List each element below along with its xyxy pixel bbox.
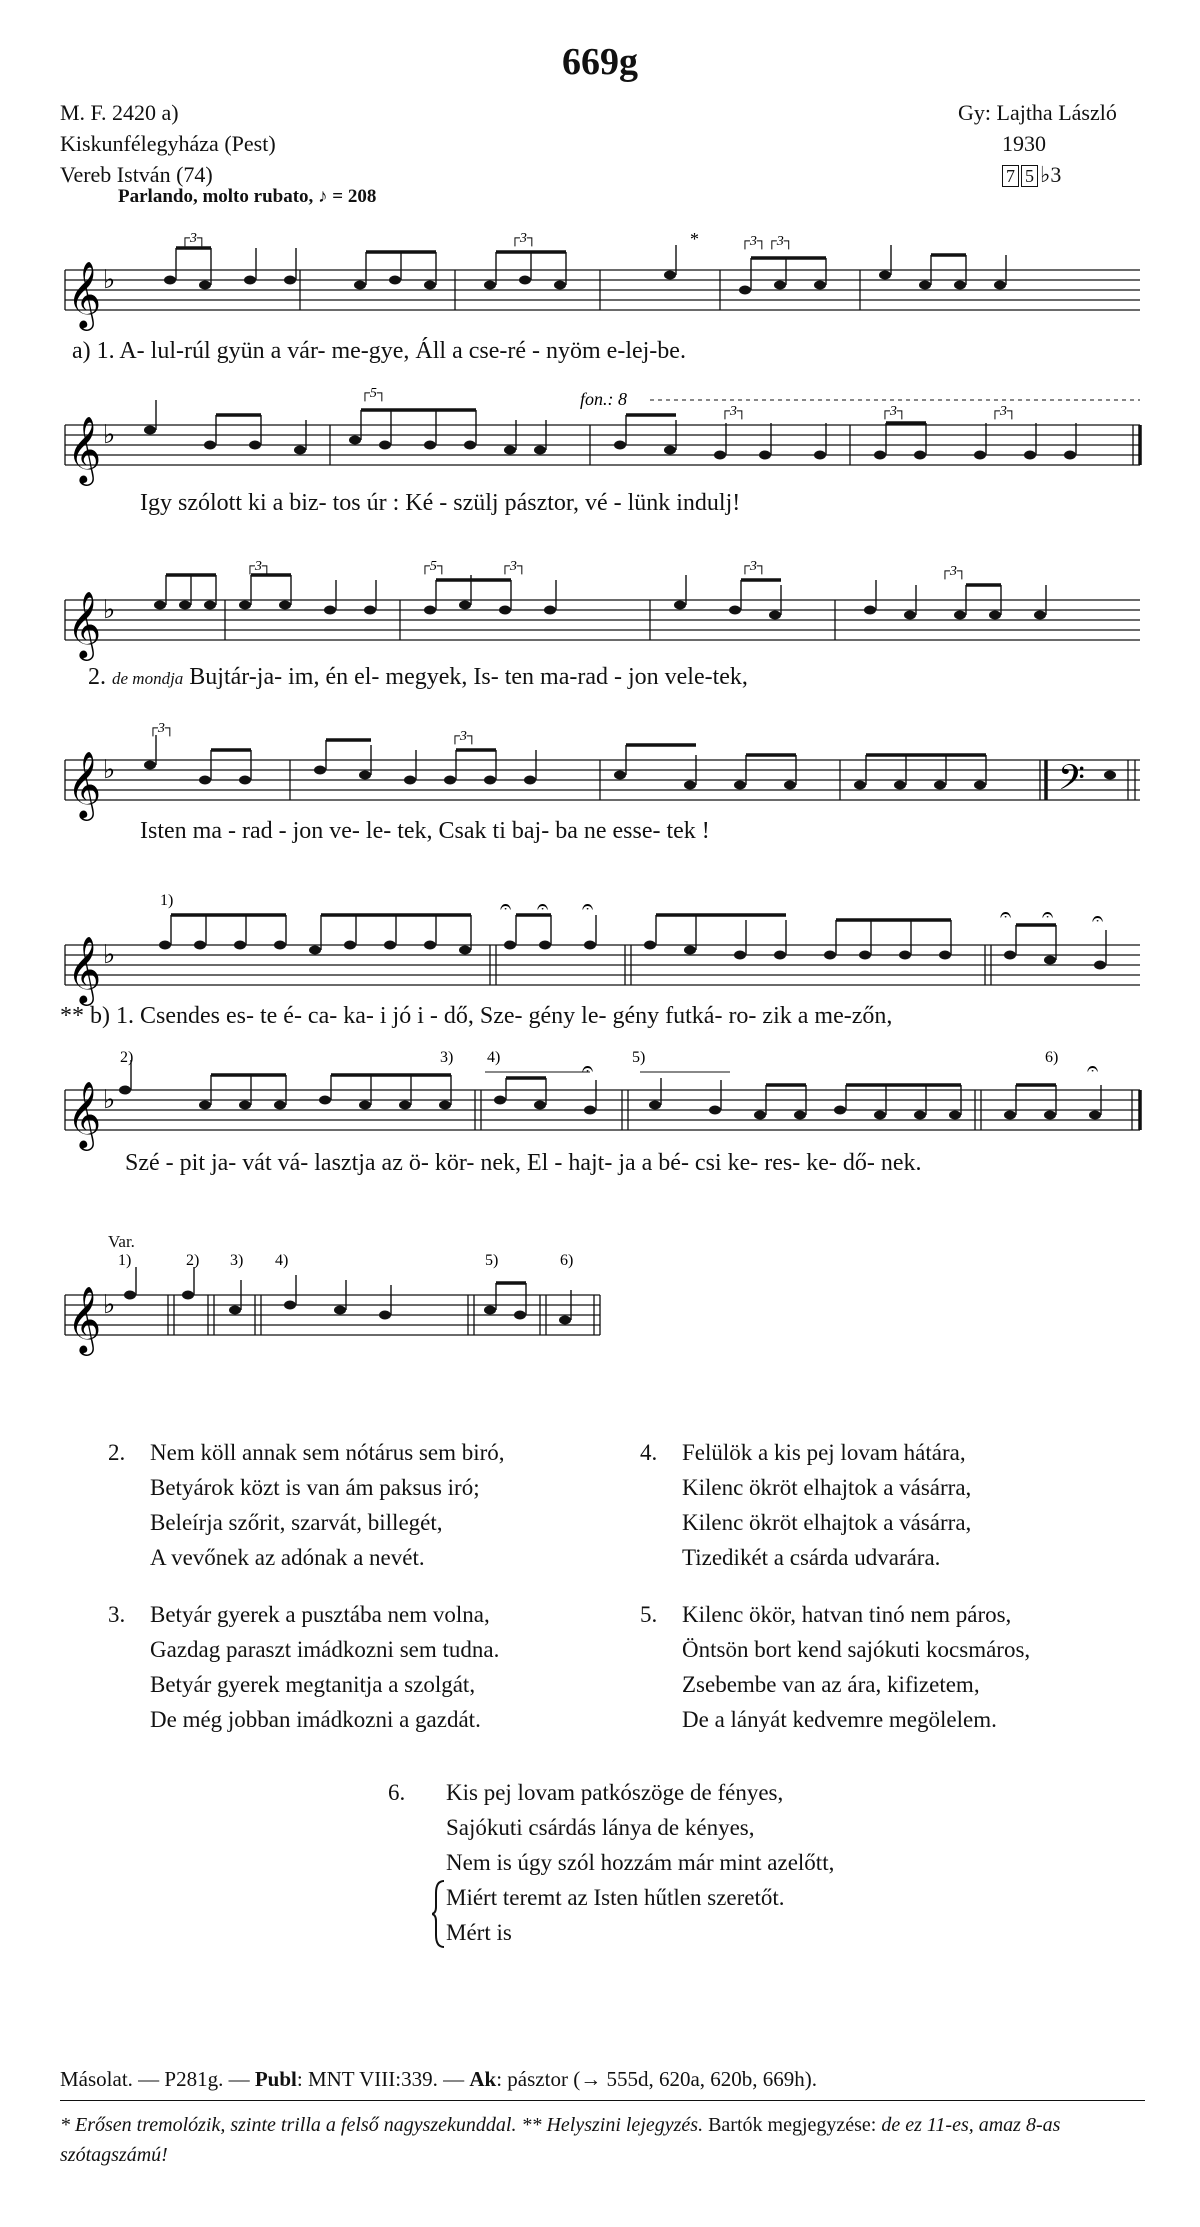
treble-clef-icon: 𝄞 — [67, 415, 102, 483]
section-mark: 3) — [440, 1049, 454, 1066]
lyrics-line-5: ** b) 1. Csendes es- te é- ca- ka- i jó i - dő, Sze- gény le- gény futká- ro- zik a me-zőn, — [60, 1003, 893, 1029]
svg-text:┌3┐: ┌3┐ — [990, 404, 1017, 419]
treble-clef-icon: 𝄞 — [67, 1285, 102, 1353]
variant-mark: 2) — [186, 1252, 200, 1269]
lyrics-line-1: a) 1. A- lul-rúl gyün a vár- me-gye, Áll a cse-ré - nyöm e-lej-be. — [72, 338, 686, 364]
variant-mark: 4) — [275, 1252, 289, 1269]
staff-line-3 — [0, 560, 1200, 680]
variants-staff — [0, 1252, 1200, 1355]
svg-text:┌3┐: ┌3┐ — [245, 559, 272, 574]
footnote: * Erősen tremolózik, szinte trilla a felső nagyszekunddal. ** Helyszini lejegyzés. Bartók megjegyzése: de ez 11-es, amaz 8-as szótagszámú! — [60, 2114, 1061, 2166]
eighth-note-icon: ♪ — [318, 186, 328, 207]
treble-clef-icon: 𝄞 — [67, 590, 102, 658]
treble-clef-icon: 𝄞 — [67, 935, 102, 1003]
scheme — [958, 159, 1117, 190]
section-mark: 6) — [1045, 1049, 1059, 1066]
variant-mark: 3) — [230, 1252, 244, 1269]
svg-text:┌5┐: ┌5┐ — [420, 559, 447, 574]
fermata-icon — [582, 1056, 1098, 1080]
flat-icon: ♭ — [103, 1290, 116, 1320]
verse-5: 5. Kilenc ökör, hatvan tinó nem páros, Öntsön bort kend sajókuti kocsmáros, Zsebembe van az ára, kifizetem, De a lányát kedvemre megölelem. — [640, 1602, 1031, 1732]
location: Kiskunfélegyháza (Pest) — [60, 131, 276, 156]
variants-label: Var. — [108, 1232, 135, 1251]
flat-icon: ♭ — [103, 940, 116, 970]
verse-4: 4. Felülök a kis pej lovam hátára, Kilenc ökröt elhajtok a vásárra, Kilenc ökröt elhajtok a vásárra, Tizedikét a csárda udvarára. — [640, 1440, 972, 1570]
performer: Vereb István (74) — [60, 162, 213, 187]
collection-id: M. F. 2420 a) — [60, 100, 179, 125]
svg-text:┌3┐: ┌3┐ — [940, 564, 967, 579]
section-mark: 1) — [160, 892, 174, 909]
flat-icon: ♭ — [103, 755, 116, 785]
svg-text:𝄐: 𝄐 — [1042, 902, 1054, 926]
triplet-mark: ┌3┐ — [180, 231, 207, 246]
fon-label: fon.: 8 — [580, 389, 627, 409]
flat-icon: ♭ — [103, 1085, 116, 1115]
triplet-mark: ┌3┐ — [510, 231, 537, 246]
lyrics-line-3: 2. de mondja Bujtár-ja- im, én el- megyek, Is- ten ma-rad - jon vele-tek, — [88, 664, 748, 690]
svg-text:┌3┐: ┌3┐ — [500, 559, 527, 574]
svg-text:┌5┐: ┌5┐ — [360, 386, 387, 401]
svg-text:𝄐: 𝄐 — [1087, 1056, 1099, 1080]
page-title: 669g — [562, 41, 638, 83]
svg-text:𝄐: 𝄐 — [582, 1056, 594, 1080]
flat-icon: ♭ — [103, 420, 116, 450]
scheme-extra: ♭3 — [1040, 162, 1062, 187]
lyrics-line-2: Igy szólott ki a biz- tos úr : Ké - szülj pásztor, vé - lünk indulj! — [140, 490, 741, 516]
scheme-box: 5 — [1021, 165, 1038, 187]
staff-line-2 — [0, 385, 1200, 505]
header-left — [60, 97, 276, 190]
header-right — [958, 97, 1117, 190]
tempo-marking: Parlando, molto rubato, ♪ = 208 — [118, 186, 377, 207]
asterisk-mark: * — [690, 229, 699, 249]
verse-3: 3. Betyár gyerek a pusztába nem volna, Gazdag paraszt imádkozni sem tudna. Betyár gyerek megtanitja a szolgát, De még jobban imádkozni a gazdát. — [108, 1602, 500, 1732]
brace-icon — [432, 1879, 446, 1949]
bass-clef-icon: 𝄢 — [1058, 757, 1086, 806]
variant-mark: 1) — [118, 1252, 132, 1269]
section-mark: 2) — [120, 1049, 134, 1066]
svg-text:𝄐: 𝄐 — [582, 894, 594, 918]
section-mark: 5) — [632, 1049, 646, 1066]
svg-text:𝄐: 𝄐 — [1092, 906, 1104, 930]
svg-text:┌3┐: ┌3┐ — [450, 729, 477, 744]
collector: Gy: Lajtha László — [958, 100, 1117, 125]
treble-clef-icon: 𝄞 — [67, 260, 102, 328]
fermata-icon — [500, 894, 1103, 930]
year: 1930 — [1002, 131, 1046, 156]
treble-clef-icon: 𝄞 — [67, 750, 102, 818]
flat-icon: ♭ — [103, 265, 116, 295]
notes — [164, 271, 1006, 295]
verse-2: 2. Nem köll annak sem nótárus sem biró, Betyárok közt is van ám paksus iró; Beleírja szőrit, szarvát, billegét, A vevőnek az adónak a nevét. — [108, 1440, 505, 1570]
svg-text:┌3┐: ┌3┐ — [740, 559, 767, 574]
section-mark: 4) — [487, 1049, 501, 1066]
svg-text:┌3┐: ┌3┐ — [880, 404, 907, 419]
verse-6: 6. Kis pej lovam patkószöge de fényes, Sajókuti csárdás lánya de kényes, Nem is úgy szól hozzám már mint azelőtt, Miért teremt az Isten hűtlen szeretőt. Mért is — [446, 1775, 834, 1950]
variant-mark: 5) — [485, 1252, 499, 1269]
svg-text:┌3┐: ┌3┐ — [148, 721, 175, 736]
triplet-mark: ┌3┐┌3┐ — [740, 234, 794, 249]
source-footer: Másolat. — P281g. — Publ: MNT VIII:339. — Ak: pásztor (→ 555d, 620a, 620b, 669h). — [60, 2067, 818, 2091]
lyrics-line-4: Isten ma - rad - jon ve- le- tek, Csak ti baj- ba ne esse- tek ! — [140, 818, 710, 844]
variant-mark: 6) — [560, 1252, 574, 1269]
treble-clef-icon: 𝄞 — [67, 1080, 102, 1148]
svg-text:𝄐: 𝄐 — [537, 894, 549, 918]
svg-text:𝄐: 𝄐 — [1000, 902, 1012, 926]
lyrics-line-6: Szé - pit ja- vát vá- lasztja az ö- kör- nek, El - hajt- ja a bé- csi ke- res- ke- dő- nek. — [125, 1150, 922, 1176]
flat-icon: ♭ — [103, 595, 116, 625]
svg-text:𝄐: 𝄐 — [500, 894, 512, 918]
scheme-box: 7 — [1002, 165, 1019, 187]
svg-text:┌3┐: ┌3┐ — [720, 404, 747, 419]
staff-line-1 — [0, 230, 1200, 350]
footnote-divider — [60, 2100, 1145, 2101]
